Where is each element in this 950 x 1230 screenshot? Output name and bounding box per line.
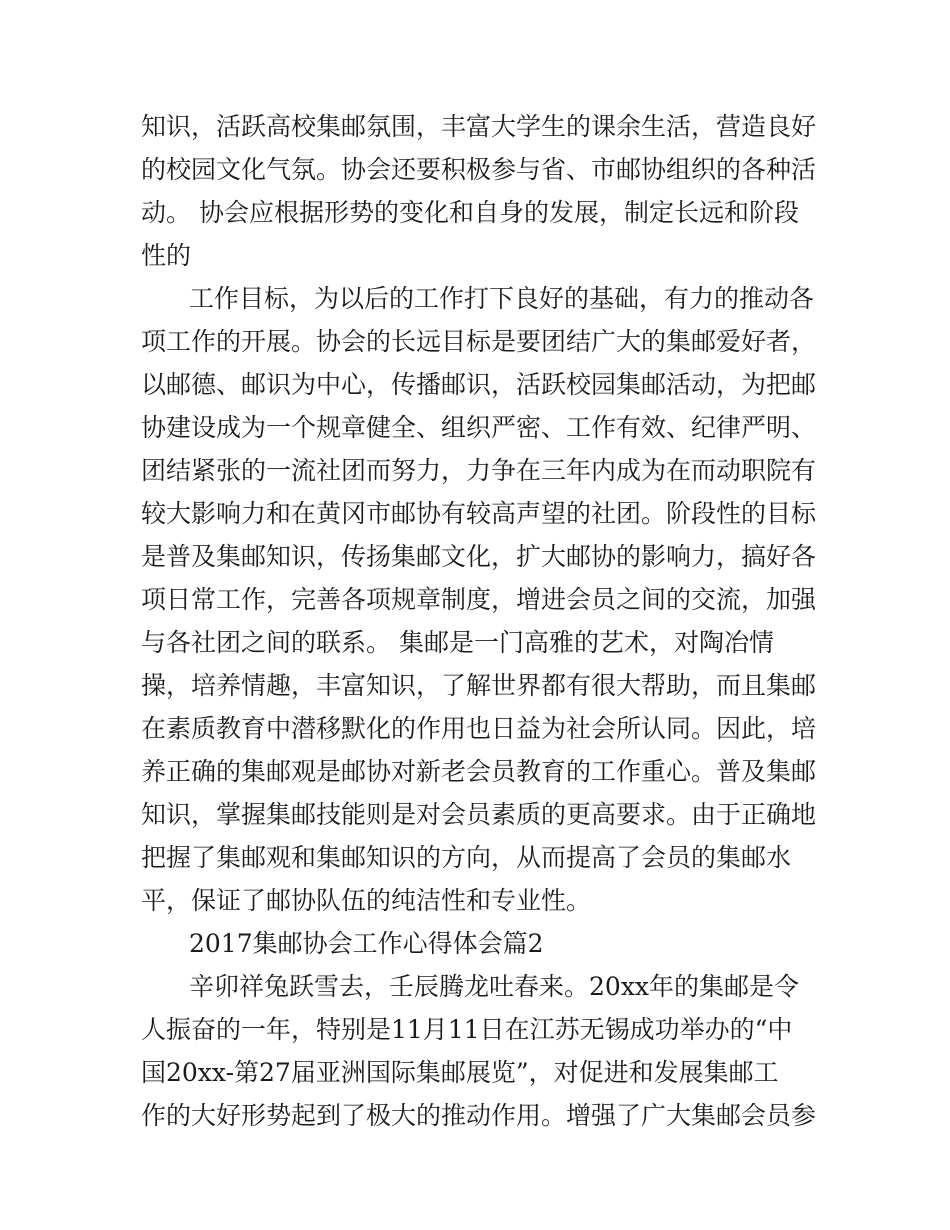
text-line: 辛卯祥兔跃雪去，壬辰腾龙吐春来。20xx年的集邮是令 — [189, 972, 800, 1001]
text-line: 操，培养情趣，丰富知识，了解世界都有很大帮助，而且集邮 — [141, 671, 817, 700]
text-line: 协建设成为一个规章健全、组织严密、工作有效、纪律严明、 — [141, 413, 817, 442]
text-line: 动。 协会应根据形势的变化和自身的发展，制定长远和阶段 — [141, 198, 799, 227]
text-line: 以邮德、邮识为中心，传播邮识，活跃校园集邮活动，为把邮 — [141, 370, 817, 399]
text-line: 在素质教育中潜移默化的作用也日益为社会所认同。因此，培 — [141, 714, 817, 743]
text-line: 国20xx-第27届亚洲国际集邮展览”，对促进和发展集邮工 — [141, 1058, 779, 1087]
text-line: 项工作的开展。协会的长远目标是要团结广大的集邮爱好者， — [141, 327, 817, 356]
text-line: 把握了集邮观和集邮知识的方向，从而提高了会员的集邮水 — [141, 843, 792, 872]
text-line: 知识，掌握集邮技能则是对会员素质的更高要求。由于正确地 — [141, 800, 817, 829]
text-line: 性的 — [141, 241, 192, 270]
text-line: 项日常工作，完善各项规章制度，增进会员之间的交流，加强 — [141, 585, 817, 614]
text-line: 知识，活跃高校集邮氛围，丰富大学生的课余生活，营造良好 — [141, 112, 817, 141]
text-line: 团结紧张的一流社团而努力，力争在三年内成为在而动职院有 — [141, 456, 817, 485]
text-line: 工作目标，为以后的工作打下良好的基础，有力的推动各 — [189, 284, 815, 313]
text-line: 人振奋的一年，特别是11月11日在江苏无锡成功举办的“中 — [141, 1015, 793, 1044]
text-line: 是普及集邮知识，传扬集邮文化，扩大邮协的影响力，搞好各 — [141, 542, 817, 571]
text-line: 较大影响力和在黄冈市邮协有较高声望的社团。阶段性的目标 — [141, 499, 817, 528]
section-heading: 2017集邮协会工作心得体会篇2 — [189, 929, 544, 958]
text-line: 平，保证了邮协队伍的纯洁性和专业性。 — [141, 886, 592, 915]
text-line: 的校园文化气氛。协会还要积极参与省、市邮协组织的各种活 — [141, 155, 817, 184]
text-line: 作的大好形势起到了极大的推动作用。增强了广大集邮会员参 — [141, 1101, 817, 1130]
text-line: 与各社团之间的联系。 集邮是一门高雅的艺术，对陶冶情 — [141, 628, 774, 657]
text-line: 养正确的集邮观是邮协对新老会员教育的工作重心。普及集邮 — [141, 757, 817, 786]
